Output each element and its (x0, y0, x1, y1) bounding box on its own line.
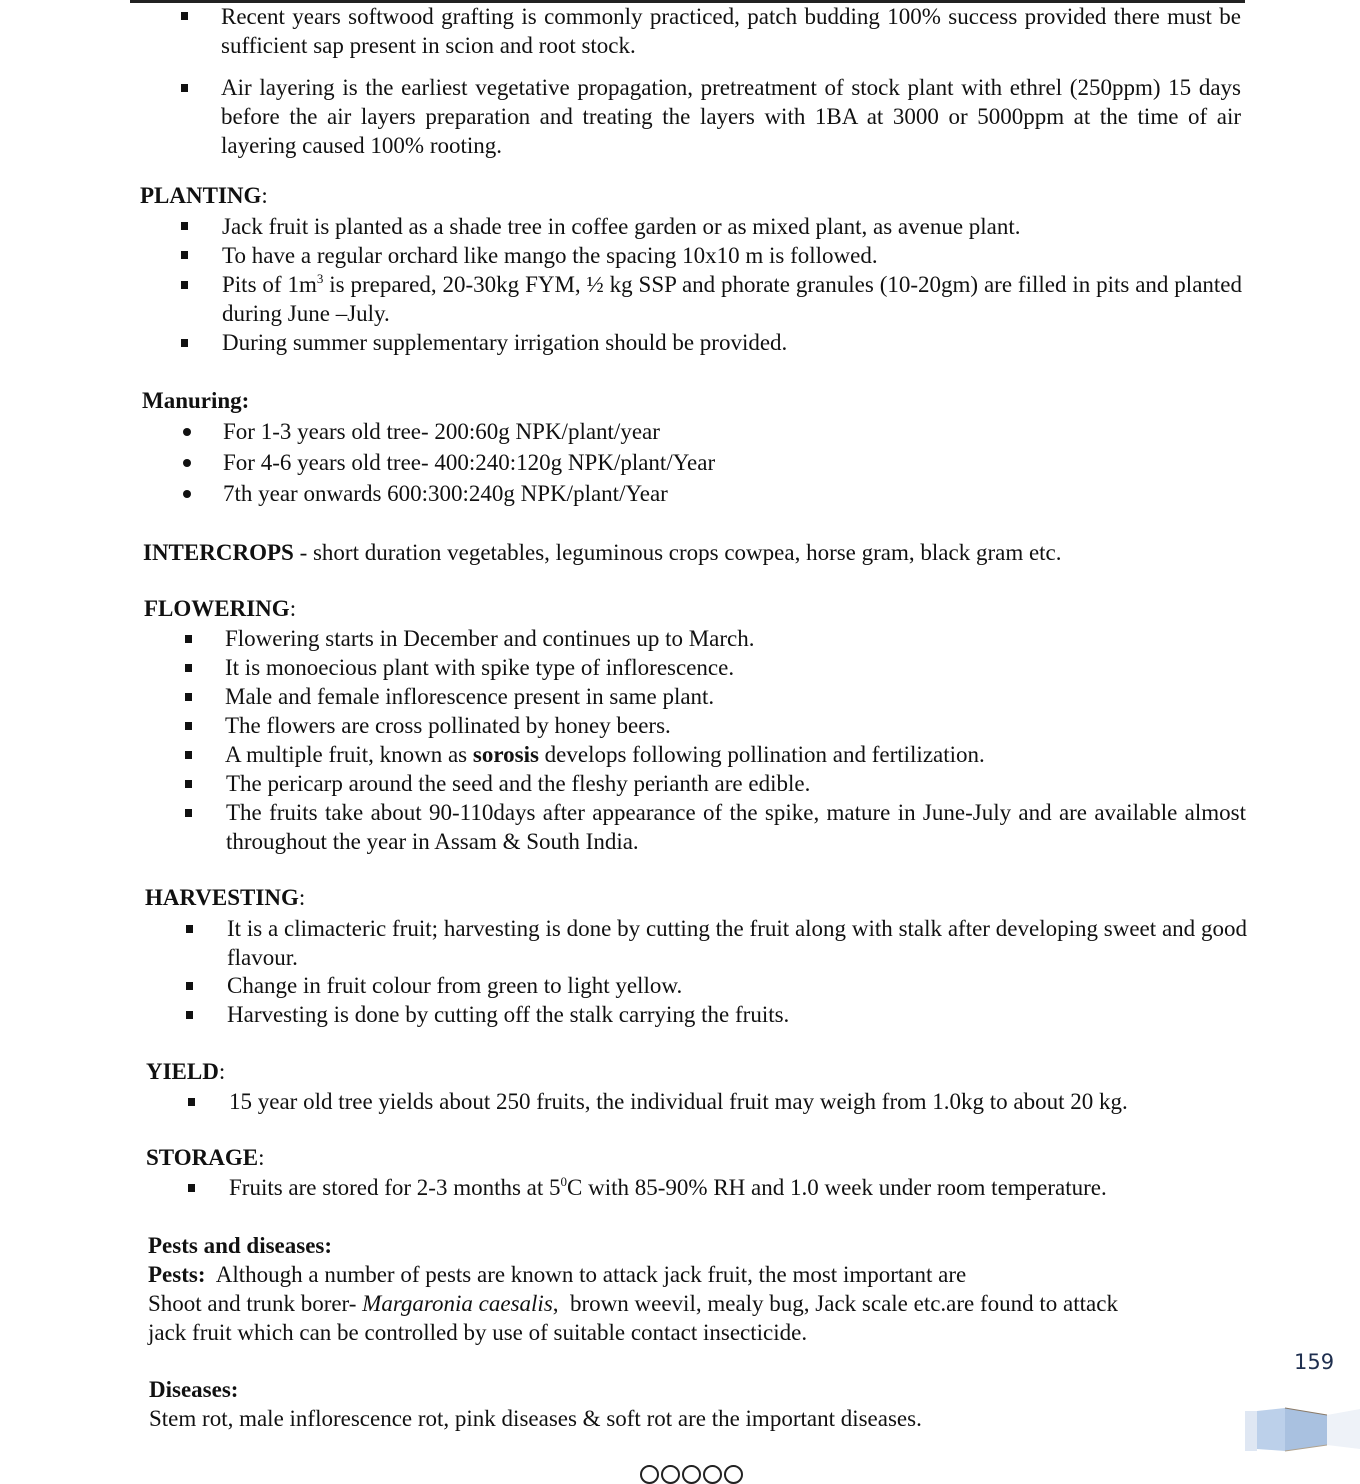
list-item: The pericarp around the seed and the fleshy perianth are edible. (226, 771, 811, 796)
list-item: The fruits take about 90-110days after appearance of the spike, mature in June-July and are available almost throughout the year in Assam & South India. (226, 800, 1246, 854)
list-item: Air layering is the earliest vegetative propagation, pretreatment of stock plant with ethrel (250ppm) 15 days before the air layers preparation and treating the layers with 1BA at 3000 or 5000ppm at the time of air layering caused 100% rooting. (221, 75, 1241, 158)
list-item: It is a climacteric fruit; harvesting is done by cutting the fruit along with stalk after developing sweet and good flavour. (227, 916, 1247, 970)
round-bullet-icon (183, 428, 191, 436)
diseases-text: Stem rot, male inflorescence rot, pink diseases & soft rot are the important diseases. (149, 1406, 922, 1431)
list-item: Change in fruit colour from green to light yellow. (227, 973, 683, 998)
list-item: For 4-6 years old tree- 400:240:120g NPK/plant/Year (223, 450, 716, 475)
square-bullet-icon (186, 1011, 193, 1019)
square-bullet-icon (181, 12, 188, 20)
square-bullet-icon (185, 693, 192, 701)
list-item: It is monoecious plant with spike type of inflorescence. (225, 655, 735, 680)
square-bullet-icon (186, 982, 193, 990)
square-bullet-icon (181, 281, 188, 289)
list-item: Recent years softwood grafting is commonly practiced, patch budding 100% success provided there must be sufficient sap present in scion and root stock. (221, 4, 1241, 58)
list-item: 7th year onwards 600:300:240g NPK/plant/Year (223, 481, 668, 506)
square-bullet-icon (188, 1098, 195, 1106)
square-bullet-icon (185, 751, 192, 759)
page-corner-decoration-icon (1245, 1405, 1360, 1453)
term-sorosis: sorosis (472, 742, 539, 767)
intercrops-text: - short duration vegetables, leguminous crops cowpea, horse gram, black gram etc. (293, 540, 1062, 565)
round-bullet-icon (183, 459, 191, 467)
list-item: To have a regular orchard like mango the spacing 10x10 m is followed. (222, 243, 878, 268)
list-item: Pits of $1m^3$ is prepared, 20-30kg FYM, ½ kg SSP and phorate granules (10-20gm) are filled in pits and planted during June –July. (222, 271, 1242, 326)
square-bullet-icon (185, 809, 192, 817)
page-number: 159 (1294, 1350, 1335, 1374)
list-item: Jack fruit is planted as a shade tree in coffee garden or as mixed plant, as avenue plant. (222, 214, 1021, 239)
list-item: During summer supplementary irrigation should be provided. (222, 330, 788, 355)
list-item: The flowers are cross pollinated by honey beers. (225, 713, 671, 738)
list-item: Male and female inflorescence present in same plant. (225, 684, 715, 709)
section-heading: INTERCROPS (143, 540, 294, 565)
section-heading: Pests and diseases: (148, 1233, 333, 1258)
list-item: A multiple fruit, known as sorosis develops following pollination and fertilization. (225, 742, 985, 767)
species-name: Margaronia caesalis (362, 1291, 553, 1316)
section-heading: FLOWERING: (144, 596, 297, 621)
ornament-circle-icon (661, 1465, 680, 1484)
list-item: Harvesting is done by cutting off the stalk carrying the fruits. (227, 1002, 790, 1027)
list-item: 15 year old tree yields about 250 fruits, the individual fruit may weigh from 1.0kg to about 20 kg. (229, 1089, 1128, 1114)
round-bullet-icon (183, 490, 191, 498)
square-bullet-icon (186, 925, 193, 933)
square-bullet-icon (185, 722, 192, 730)
section-heading: PLANTING: (140, 183, 268, 208)
list-item: For 1-3 years old tree- 200:60g NPK/plant/year (223, 419, 660, 444)
ornament-circle-icon (682, 1465, 701, 1484)
section-heading: STORAGE: (146, 1145, 265, 1170)
pests-line: Shoot and trunk borer- Margaronia caesalis, brown weevil, mealy bug, Jack scale etc.are found to attack (148, 1291, 1118, 1316)
square-bullet-icon (185, 635, 192, 643)
list-item: Flowering starts in December and continues up to March. (225, 626, 755, 651)
section-heading: YIELD: (146, 1059, 226, 1084)
ornament-circle-icon (703, 1465, 722, 1484)
square-bullet-icon (185, 664, 192, 672)
square-bullet-icon (181, 339, 188, 347)
section-intercrops (143, 538, 1062, 567)
list-item: Fruits are stored for 2-3 months at $5^0C$ with 85-90% RH and 1.0 week under room temperature. (229, 1174, 1107, 1200)
section-heading: HARVESTING: (145, 885, 306, 910)
square-bullet-icon (181, 84, 188, 92)
square-bullet-icon (181, 222, 188, 230)
square-bullet-icon (181, 251, 188, 259)
section-heading: Manuring: (142, 388, 250, 413)
pests-line: jack fruit which can be controlled by use of suitable contact insecticide. (148, 1320, 808, 1345)
ornament-circle-icon (640, 1465, 659, 1484)
square-bullet-icon (185, 780, 192, 788)
square-bullet-icon (188, 1184, 195, 1192)
diseases-heading: Diseases: (149, 1377, 239, 1402)
footer-ornament (640, 1465, 743, 1484)
pests-line: Pests: Although a number of pests are known to attack jack fruit, the most important are (148, 1262, 967, 1287)
ornament-circle-icon (724, 1465, 743, 1484)
